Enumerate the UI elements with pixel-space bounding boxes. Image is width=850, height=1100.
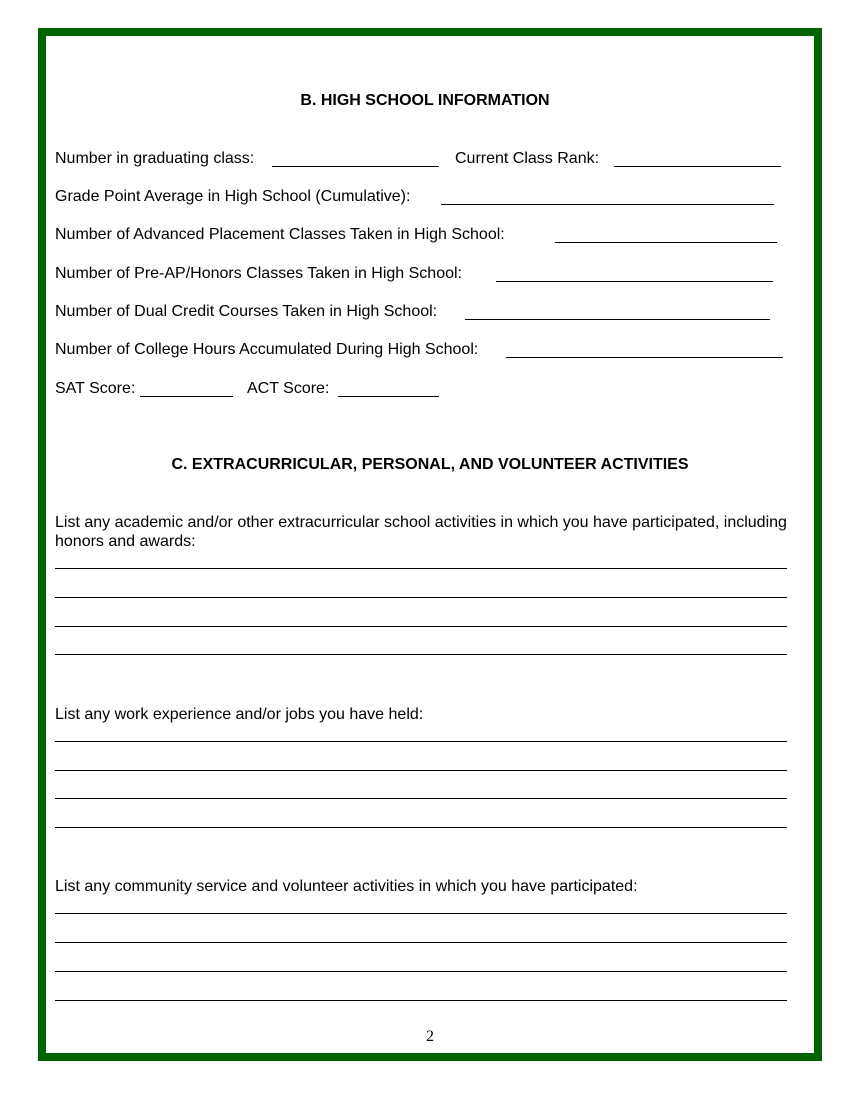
activities-prompt-line2: honors and awards: bbox=[55, 533, 196, 550]
section-b-heading: B. HIGH SCHOOL INFORMATION bbox=[300, 92, 550, 109]
ap-classes-field[interactable] bbox=[555, 242, 777, 243]
gpa-label: Grade Point Average in High School (Cumulative): bbox=[55, 188, 411, 205]
work-answer-line-3[interactable] bbox=[55, 798, 787, 799]
class-rank-field[interactable] bbox=[614, 166, 781, 167]
graduating-class-label: Number in graduating class: bbox=[55, 150, 255, 167]
sat-field[interactable] bbox=[140, 396, 233, 397]
page-number: 2 bbox=[426, 1028, 434, 1045]
college-hours-field[interactable] bbox=[506, 357, 783, 358]
work-answer-line-1[interactable] bbox=[55, 741, 787, 742]
section-c-heading: C. EXTRACURRICULAR, PERSONAL, AND VOLUNTEER ACTIVITIES bbox=[171, 456, 689, 473]
community-answer-line-3[interactable] bbox=[55, 971, 787, 972]
work-prompt: List any work experience and/or jobs you have held: bbox=[55, 706, 424, 723]
community-answer-line-4[interactable] bbox=[55, 1000, 787, 1001]
preap-honors-field[interactable] bbox=[496, 281, 773, 282]
act-field[interactable] bbox=[338, 396, 439, 397]
college-hours-label: Number of College Hours Accumulated During High School: bbox=[55, 341, 479, 358]
community-answer-line-2[interactable] bbox=[55, 942, 787, 943]
activities-answer-line-1[interactable] bbox=[55, 568, 787, 569]
activities-answer-line-2[interactable] bbox=[55, 597, 787, 598]
ap-classes-label: Number of Advanced Placement Classes Taken in High School: bbox=[55, 226, 505, 243]
work-answer-line-4[interactable] bbox=[55, 827, 787, 828]
graduating-class-field[interactable] bbox=[272, 166, 439, 167]
work-answer-line-2[interactable] bbox=[55, 770, 787, 771]
preap-honors-label: Number of Pre-AP/Honors Classes Taken in High School: bbox=[55, 265, 462, 282]
gpa-field[interactable] bbox=[441, 204, 774, 205]
community-answer-line-1[interactable] bbox=[55, 913, 787, 914]
dual-credit-label: Number of Dual Credit Courses Taken in High School: bbox=[55, 303, 438, 320]
activities-prompt-line1: List any academic and/or other extracurricular school activities in which you have participated, including bbox=[55, 514, 787, 531]
activities-answer-line-3[interactable] bbox=[55, 626, 787, 627]
activities-answer-line-4[interactable] bbox=[55, 654, 787, 655]
dual-credit-field[interactable] bbox=[465, 319, 770, 320]
class-rank-label: Current Class Rank: bbox=[455, 150, 600, 167]
sat-label: SAT Score: bbox=[55, 380, 136, 397]
act-label: ACT Score: bbox=[247, 380, 330, 397]
community-prompt: List any community service and volunteer activities in which you have participated: bbox=[55, 878, 638, 895]
